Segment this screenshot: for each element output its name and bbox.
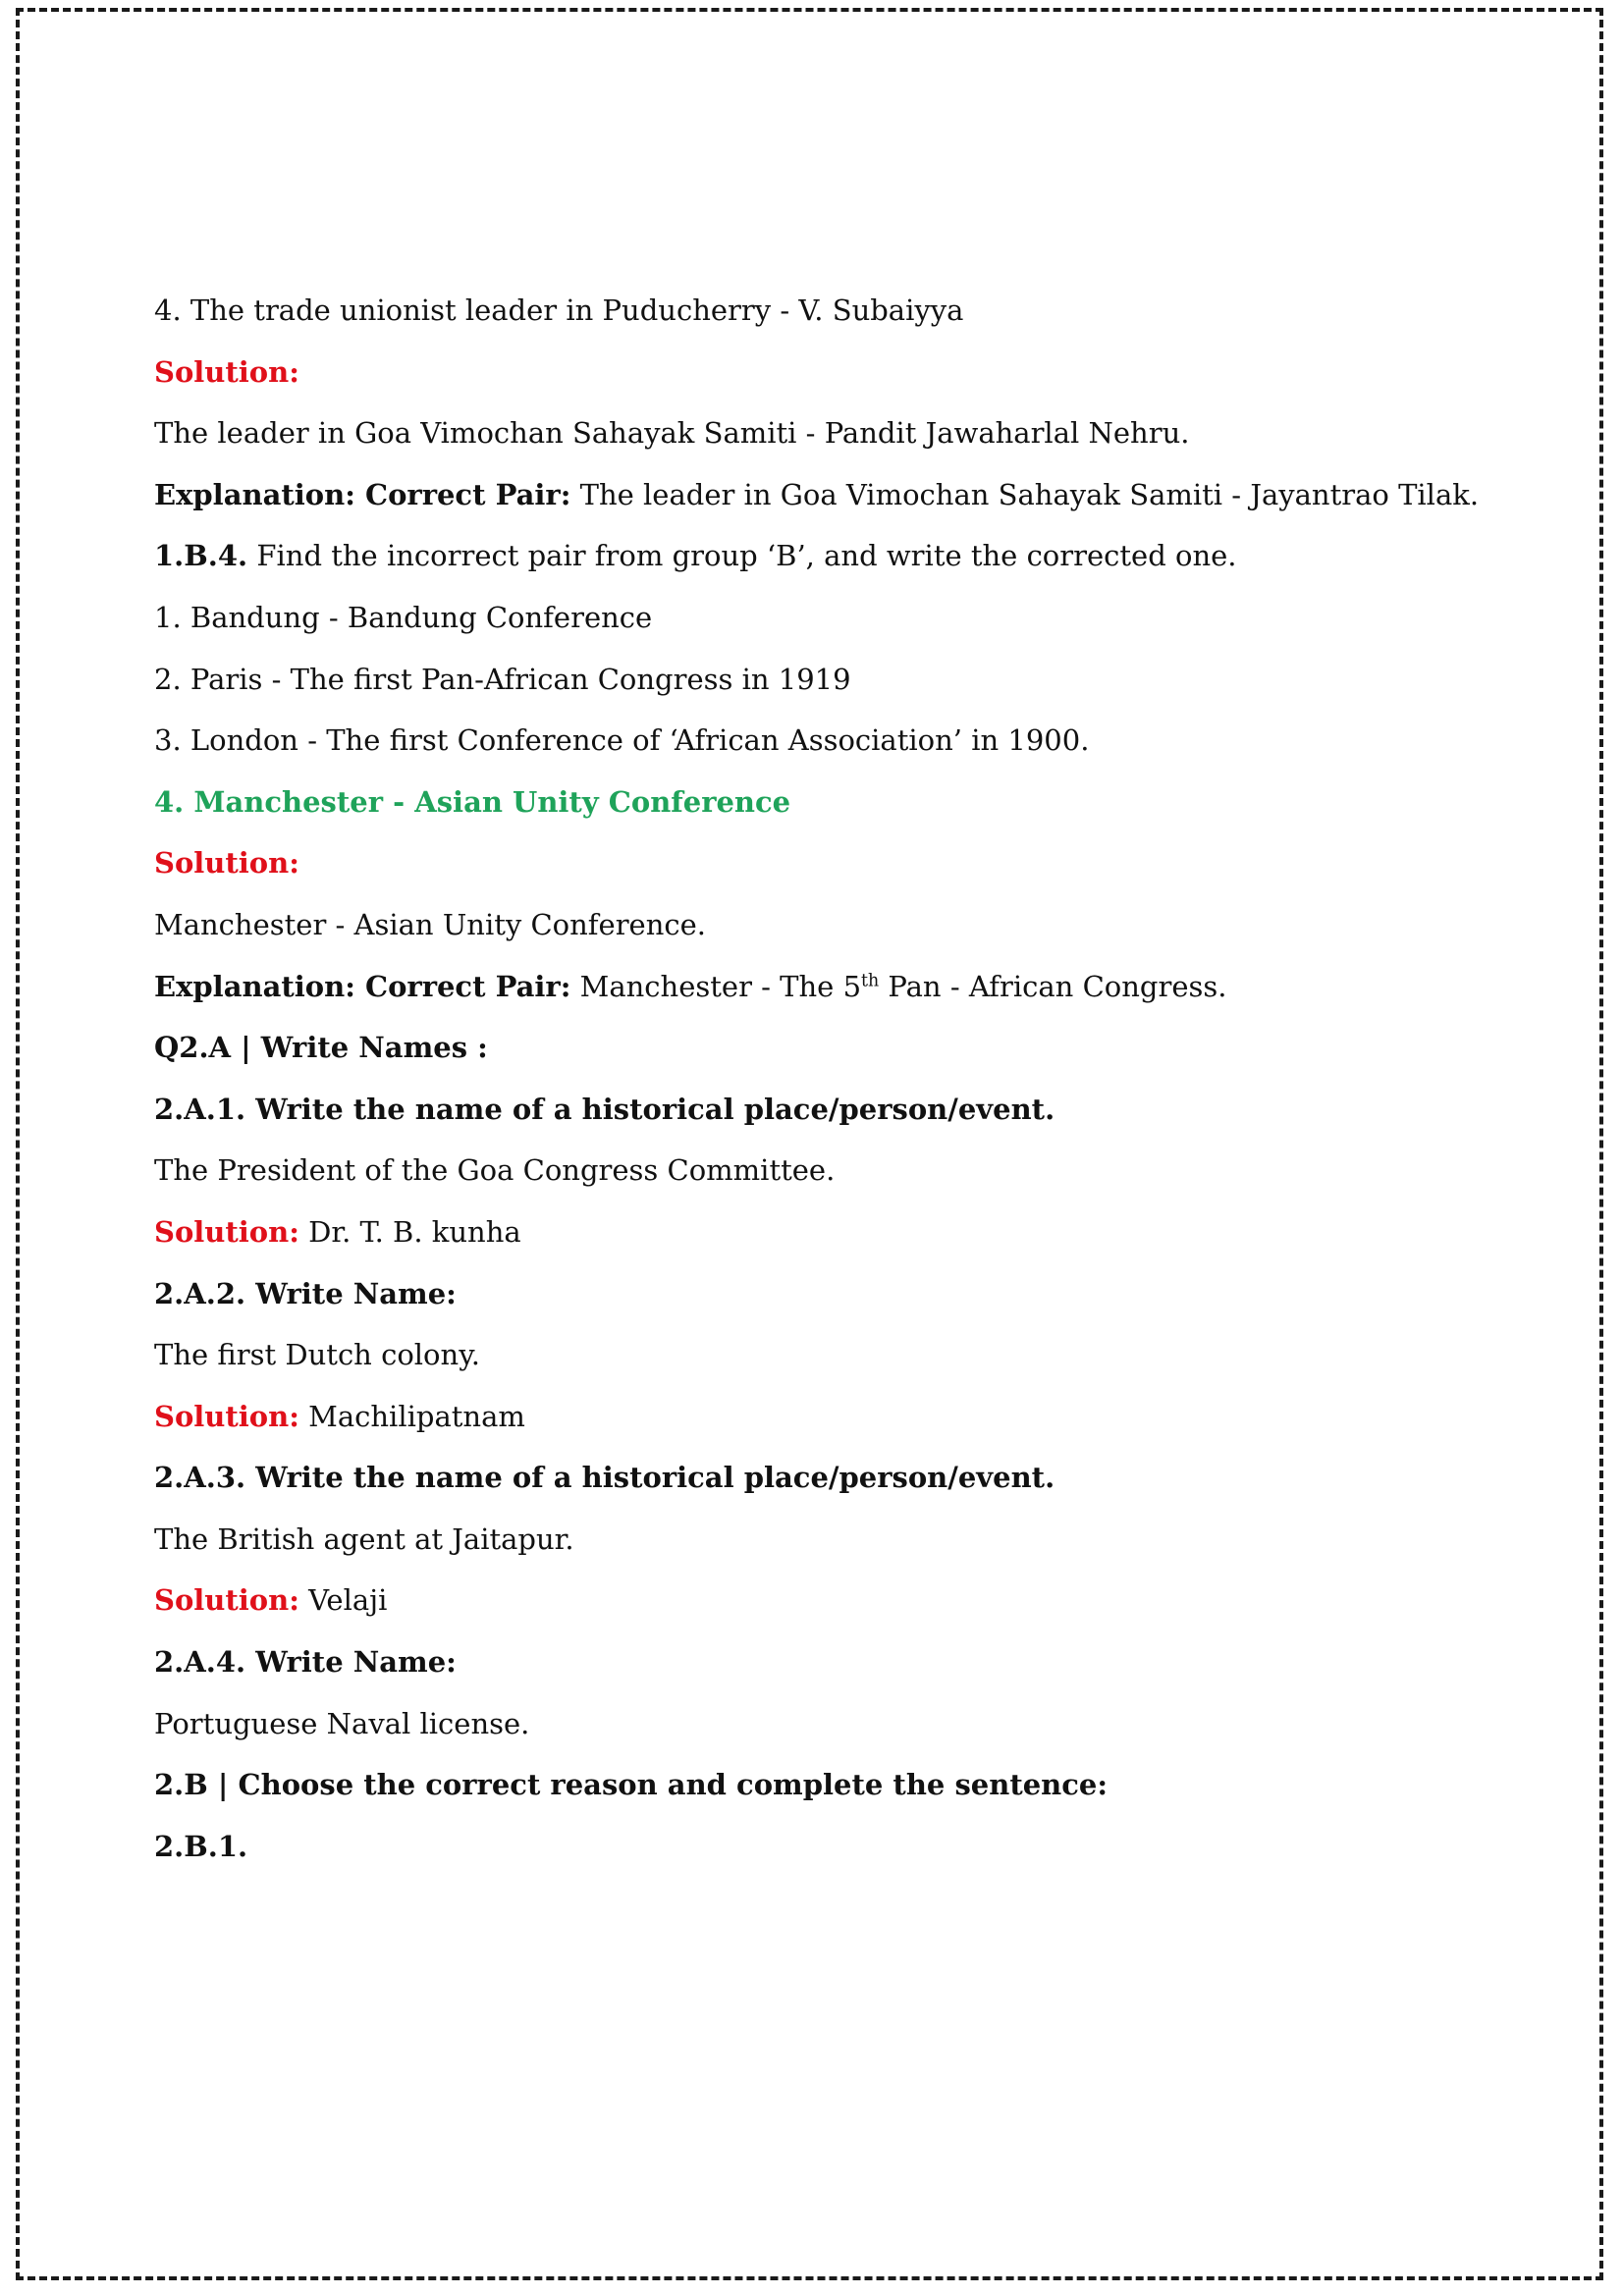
- question-line: 4. The trade unionist leader in Puducherry - V. Subaiyya: [154, 294, 964, 327]
- question-heading: 2.A.1. Write the name of a historical place/person/event.: [154, 1092, 1055, 1126]
- solution-line: Solution: Dr. T. B. kunha: [154, 1214, 521, 1249]
- question-heading: 2.B.1.: [154, 1829, 248, 1863]
- question-text: The British agent at Jaitapur.: [154, 1522, 574, 1556]
- explanation-line: Explanation: Correct Pair: The leader in Goa Vimochan Sahayak Samiti - Jayantrao Tilak.: [154, 477, 1480, 511]
- solution-label: Solution:: [154, 354, 299, 389]
- document-body: [154, 280, 1480, 1877]
- question-heading: 2.A.3. Write the name of a historical place/person/event.: [154, 1461, 1055, 1495]
- question-heading: 2.A.2. Write Name:: [154, 1276, 457, 1310]
- question-heading: 1.B.4. Find the incorrect pair from group ‘B’, and write the corrected one.: [154, 539, 1237, 573]
- option-line: 1. Bandung - Bandung Conference: [154, 600, 653, 634]
- section-heading: Q2.A | Write Names :: [154, 1031, 488, 1065]
- question-heading: 2.A.4. Write Name:: [154, 1645, 457, 1680]
- option-line: 2. Paris - The first Pan-African Congress in 1919: [154, 662, 851, 696]
- solution-line: Solution: Velaji: [154, 1583, 388, 1618]
- explanation-line: Explanation: Correct Pair: Manchester - The 5th Pan - African Congress.: [154, 969, 1227, 1003]
- question-text: Portuguese Naval license.: [154, 1706, 530, 1740]
- solution-text: Manchester - Asian Unity Conference.: [154, 907, 707, 941]
- solution-line: Solution: Machilipatnam: [154, 1399, 525, 1433]
- solution-label: Solution:: [154, 846, 299, 881]
- section-heading: 2.B | Choose the correct reason and complete the sentence:: [154, 1768, 1109, 1802]
- question-text: The first Dutch colony.: [154, 1338, 480, 1372]
- solution-text: The leader in Goa Vimochan Sahayak Samiti - Pandit Jawaharlal Nehru.: [154, 416, 1190, 451]
- option-line: 3. London - The first Conference of ‘African Association’ in 1900.: [154, 723, 1090, 758]
- highlighted-option: 4. Manchester - Asian Unity Conference: [154, 784, 791, 819]
- question-text: The President of the Goa Congress Committee.: [154, 1153, 836, 1188]
